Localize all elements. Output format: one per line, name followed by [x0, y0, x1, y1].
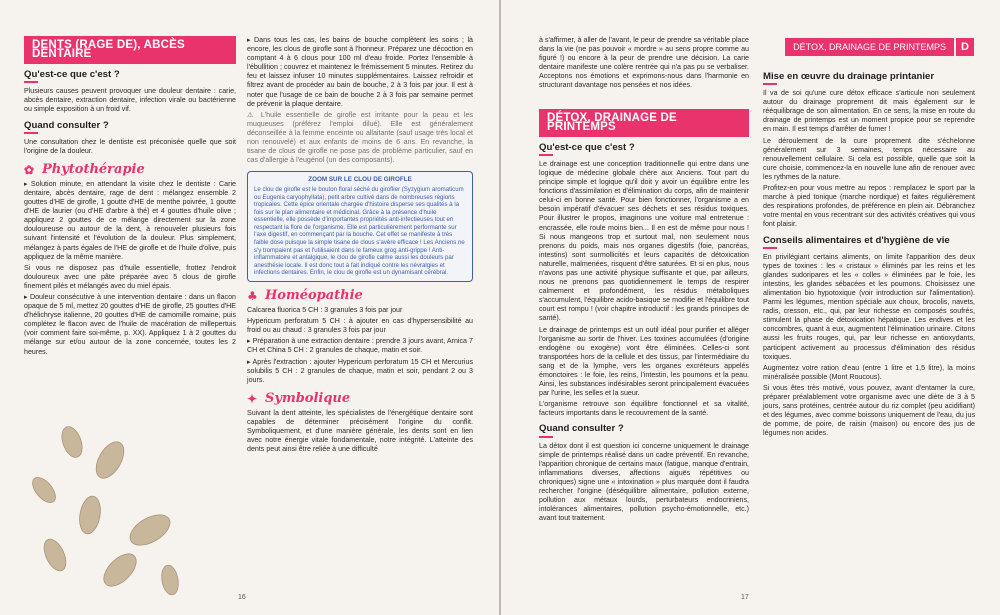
mouthwash-paragraph: ▸ Dans tous les cas, les bains de bouche complètent les soins ; là encore, les clous de girofle sont à l'honneur. Préparez une décoction en comptant 4 à 6 clous pour 100 ml d'eau froide. Portez l'ensemble à l'ébullition ; couvrez et maintenez le frémissement 5 minutes. Retirez du feu et laissez infuser 10 minutes supplémentaires. Laissez refroidir et filtrez avant de procéder au bain de bouche, 2 à 3 fois par jour. Il est à noter que l'usage de ce bain de bouche 2 à 3 fois par semaine permet de prévenir la plaque dentaire. [247, 36, 473, 108]
mise-paragraph: Profitez-en pour vous mettre au repos : remplacez le sport par la marche à pied tonique (marche nordique) et faites régulièrement des respirations profondes, de préférence en plein air. Débranchez votre mental en vous recentrant sur des activités créatives qui vous font plaisir. [763, 184, 975, 229]
mise-heading: Mise en œuvre du drainage printanier [763, 72, 975, 85]
symbolic-title: Symbolique [265, 391, 351, 407]
when-heading: Quand consulter ? [539, 424, 749, 437]
what-paragraph: L'organisme retrouve son équilibre fonctionnel et sa vitalité, facteurs importants dans le recouvrement de la santé. [539, 400, 749, 418]
phyto-title: Phytothérapie [42, 162, 145, 178]
phyto-heading [24, 164, 236, 176]
symbolic-text: Suivant la dent atteinte, les spécialistes de l'énergétique dentaire sont capables de déterminer précisément l'origine du conflit. Symboliquement, et d'une manière générale, les dents sont en lien avec notre énergie vitale fondamentale, notre intégrité. L'atteinte des dents peut ainsi être reliée à une difficulté [247, 408, 473, 454]
mise-paragraph: Il va de soi qu'une cure détox efficace s'articule non seulement autour du drainage proprement dit mais également sur le rééquilibrage de son alimentation. En ce sens, la mise en route du drainage de printemps est un moment propice pour se reprendre en main. Il est temps d'arrêter de fumer ! [763, 89, 975, 134]
right-page [501, 0, 1000, 615]
section-banner: DÉTOX, DRAINAGE DE PRINTEMPS [539, 109, 749, 137]
symbolic-heading [247, 393, 473, 405]
phyto-paragraph: ▸ Solution minute, en attendant la visite chez le dentiste : Carie dentaire, abcès dentaire, rage de dent : mélangez ensemble 2 gouttes d'HE de girofle, 1 goutte d'HE de menthe poivrée, 1 goutte d'HE de laurier (ou d'HE d'arbre à thé) et 4 gouttes d'huile olive ; appliquez 2 gouttes de ce mélange directement sur la zone douloureuse ou autour de la dent, à renouveler plusieurs fois suivant l'intensité et l'évolution de la douleur. Plus simplement, mélangez à parts égales de l'HE de girofle et de l'huile d'olive, puis appliquez de la même manière. [24, 179, 236, 261]
what-heading: Qu'est-ce que c'est ? [539, 143, 749, 156]
right-column-1 [539, 36, 749, 525]
when-heading: Quand consulter ? [24, 121, 236, 134]
homeo-paragraph: Calcarea fluorica 5 CH : 3 granules 3 fois par jour [247, 306, 403, 315]
conseils-heading: Conseils alimentaires et d'hygiène de vie [763, 236, 975, 249]
what-paragraph: Le drainage de printemps est un outil idéal pour purifier et alléger l'organisme au sortir de l'hiver. Les toxines accumulées (d'origine endogène ou exogène) vont être éliminées. Celles-ci sont transportées hors de la cellule et des tissus, par l'intermédiaire du sang et de la lymphe, vers les organes excréteurs appelés émonctoires : le foie, les reins, l'intestin, les poumons et la peau. Ainsi, les substances indésirables seront principalement évacuées par l'urine, les selles et la sueur. [539, 325, 749, 398]
left-column-1 [24, 36, 236, 359]
right-column-2 [763, 66, 975, 440]
swirl-icon: ✦ [247, 391, 258, 406]
conseils-paragraph: Augmentez votre ration d'eau (entre 1 litre et 1,5 litre), la moins minéralisée possible (Mont Roucous). [763, 363, 975, 381]
phyto-paragraph: Si vous ne disposez pas d'huile essentielle, frottez l'endroit douloureux avec une pâte préparée avec 5 clous de girofle finement pilés et mélangés avec du miel épais. [24, 263, 236, 290]
homeo-paragraph: ▸ Préparation à une extraction dentaire : prendre 3 jours avant, Arnica 7 CH et China 5 CH : 2 granules de chaque, matin et soir. [247, 337, 473, 355]
homeo-paragraph: Hypericum perforatum 5 CH : à ajouter en cas d'hypersensibilité au froid ou au chaud : 3 granules 3 fois par jour [247, 317, 473, 335]
homeo-paragraph: ▸ Après l'extraction : ajouter Hypericum perforatum 15 CH et Mercurius solubilis 5 CH : 2 granules de chaque, matin et soir, pendant 2 ou 3 jours. [247, 357, 473, 384]
left-page [0, 0, 499, 615]
phyto-paragraph: ▸ Douleur consécutive à une intervention dentaire : dans un flacon opaque de 5 ml, mettez 20 gouttes d'HE de girofle, 25 gouttes d'HE d'hélichryse italienne, 20 gouttes d'HE de camomille romaine, puis complétez le flacon avec de l'huile de macération de millepertuis (voir comment faire soi-même, p. XX). Appliquez 1 à 2 gouttes du mélange sur et/ou autour de la zone concernée, toutes les 2 heures. [24, 292, 236, 356]
page-number: 17 [741, 594, 749, 601]
conseils-paragraph: En privilégiant certains aliments, on limite l'apparition des deux types de toxines : les « cristaux » éliminés par les reins et les glandes sudoripares et les « colles » éliminées par le foie, les intestins, les glandes sébacées et les poumons. Choisissez une alimentation bio hypotoxique (voir introduction sur l'alimentation). Parmi les légumes, mention spéciale aux choux, brocolis, navets, radis, cresson, etc., qui, par leur richesse en composés soufrés, stimulent la phase de détoxication hépatique. Les endives et les concombres, quant à eux, augmentent l'élimination urinaire. Citons aussi les fruits rouges, qui, par leur richesse en antioxydants, participent activement au processus d'élimination des résidus toxiques. [763, 252, 975, 361]
zoom-text: Le clou de girofle est le bouton floral séché du giroflier (Syzygium aromaticum ou Eugenia caryophyllata), petit arbre cultivé dans de nombreuses régions tropicales. Cette épice orientale chargée d'histoire disperse ses qualités à la fois sur le plan alimentaire et médicinal. Grâce à la présence d'huile essentielle, elle possède d'importantes propriétés anti-infectieuses tout en respectant la flore de l'organisme. Elle est particulièrement performante sur l'axe digestif, en commençant par la bouche. Cet effet se manifeste à très faible dose puisque la simple tisane de clous s'avère efficace ! Les Anciens ne s'y trompaient pas et l'utilisaient dans le fameux grog anti-grippe ! Anti-inflammatoire et antalgique, le clou de girofle calme aussi les douleurs par anesthésie locale. Il est donc tout à fait indiqué contre les névralgies et infections dentaires. Enfin, le clou de girofle est un dynamisant cérébral. [254, 185, 465, 277]
what-paragraph: Le drainage est une conception traditionnelle qui entre dans une logique de médecine globale chère aux Anciens. Tout part du principe simple et logique qu'il doit y avoir un équilibre entre les fonctions d'assimilation et d'élimination du corps, afin de maintenir celui-ci en bonne santé. Pour bien fonctionner, l'organisme a en besoin impératif d'évacuer ses déchets et ses résidus toxiques. Pour illustrer le propos, imaginons une voiture mal entretenue : encrassée, elle roule moins bien... Il en est de même pour nous ! Si nous mangeons trop et surtout mal, non seulement nous prenons du poids, mais nos organes digestifs (foie, pancréas, intestins) sont surmollicités et leurs capacités de détoxication naturelle, malmenées, risquent d'être saturées. Et si en plus, nous n'avons pas une activité physique suffisante et que, par ailleurs, nous ne prenons pas quotidiennement le temps de respirer calmement et profondément, les résidus métaboliques s'accumulent, l'équilibre acido-basique se modifie et l'équilibre tout court est rompu ! (voir chapitre introductif : les grands principes de santé). [539, 159, 749, 323]
tube-icon: ♣ [247, 289, 258, 304]
leaf-icon: ✿ [24, 162, 35, 177]
when-text: La détox dont il est question ici concerne uniquement le drainage simple de printemps réalisé dans un cadre préventif. En revanche, l'apparition chronique de certains maux (fatigue, manque d'entrain, inflammations diverses, affections aiguës répétitives ou chroniques) signe une « intoxination » plus marquée dont il faudra rechercher l'origine (déséquilibre alimentaire, pollution externe, pollution aux métaux lourds, perturbateurs endocriniens, intolérances alimentaires, pollution psycho-émotionnelle, etc.) avant tout traitement. [539, 441, 749, 523]
zoom-box [247, 171, 473, 282]
leaves-illustration [30, 420, 190, 600]
what-text: Plusieurs causes peuvent provoquer une douleur dentaire : carie, abcès dentaire, extraction dentaire, infection virale ou bactérienne ou simple exposition à un froid vif. [24, 87, 236, 114]
homeo-heading [247, 290, 473, 302]
conseils-paragraph: Si vous êtes très motivé, vous pouvez, avant d'entamer la cure, préparer préalablement votre organisme avec une diète de 3 à 5 jours, sans protéines, centrée autour du riz complet (peu acidifiant) et des légumes, avec comme boissons uniquement de l'eau, du jus de pomme, de poire, de raisin (maison) ou encore des jus de légumes non acides. [763, 383, 975, 438]
zoom-title: ZOOM SUR LE CLOU DE GIROFLE [308, 176, 412, 184]
section-banner: DENTS (RAGE DE), ABCÈS DENTAIRE [24, 36, 236, 64]
what-heading: Qu'est-ce que c'est ? [24, 70, 236, 83]
mise-paragraph: Le déroulement de la cure proprement dite s'échelonne généralement sur 3 semaines, temps nécessaire au renouvellement cellulaire. Si cela est possible, quelle que soit la cure choisie, commencez-la en nouvelle lune afin de renouer avec les rythmes de la nature. [763, 136, 975, 181]
continued-text: à s'affirmer, à aller de l'avant, le peur de prendre sa véritable place dans la vie (ne pas pouvoir « mordre » au sens propre comme au figuré !) ou encore à la peur de prendre une décision. La carie dentaire manifeste une colère rentrée qui n'a pas pu se verbaliser. Acceptons nos émotions et exprimons-nous dans l'harmonie en structurant davantage nos pensées et nos idées. [539, 36, 749, 90]
left-column-2 [247, 36, 473, 456]
running-header: DÉTOX, DRAINAGE DE PRINTEMPS [785, 38, 954, 56]
letter-badge: D [956, 38, 974, 56]
caution-note: ⚠ L'huile essentielle de girofle est irritante pour la peau et les muqueuses (préférez l'emploi dilué). Elle est généralement déconseillée à la femme enceinte ou allaitante (sauf usage très local et non renouvelé) et aux enfants de moins de 6 ans. En revanche, la tisane de clous de girofle ne pose pas de problème particulier, sauf en cas d'allergie à l'eugénol (un des composants). [247, 110, 473, 165]
homeo-title: Homéopathie [265, 288, 363, 304]
page-number: 16 [238, 594, 246, 601]
when-text: Une consultation chez le dentiste est préconisée quelle que soit l'origine de la douleur. [24, 137, 236, 155]
